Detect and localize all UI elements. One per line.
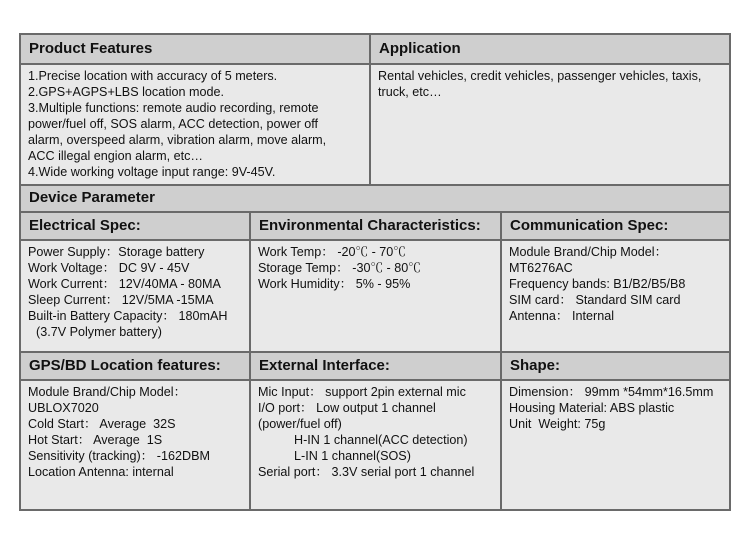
spec-line: Serial port： 3.3V serial port 1 channel [258,465,475,479]
electrical-spec-body [21,241,249,351]
spec-line: Hot Start： Average 1S [28,433,163,447]
spec-line: Sensitivity (tracking)： -162DBM [28,449,210,463]
feature-line: power/fuel off, SOS alarm, ACC detection, power off [28,117,319,131]
communication-spec-header [502,213,729,239]
spec-line: UBLOX7020 [28,401,99,415]
spec-line: L-IN 1 channel(SOS) [294,449,411,463]
spec-line: Housing Material: ABS plastic [509,401,675,415]
spec-line: Mic Input： support 2pin external mic [258,385,466,399]
feature-line: ACC illegal engion alarm, etc… [28,149,203,163]
feature-line: alarm, overspeed alarm, vibration alarm, move alarm, [28,133,327,147]
spec-table [19,33,731,511]
product-features-header [21,35,369,63]
spec-line: Module Brand/Chip Model： [509,245,668,259]
shape-header [502,353,729,379]
feature-line: 1.Precise location with accuracy of 5 meters. [28,69,278,83]
application-line: truck, etc… [378,85,442,99]
spec-line: Work Humidity： 5% - 95% [258,277,411,291]
external-interface-title: External Interface: [259,357,390,374]
spec-line: Cold Start： Average 32S [28,417,176,431]
spec-line: Storage Temp： -30℃ - 80℃ [258,261,421,275]
product-features-body [21,65,369,184]
divider [21,351,729,353]
application-line: Rental vehicles, credit vehicles, passenger vehicles, taxis, [378,69,702,83]
shape-title: Shape: [510,357,561,374]
divider [21,63,729,65]
spec-line: Sleep Current： 12V/5MA -15MA [28,293,214,307]
spec-line: Antenna： Internal [509,309,615,323]
feature-line: 2.GPS+AGPS+LBS location mode. [28,85,225,99]
environmental-header [251,213,500,239]
divider [21,211,729,213]
device-parameter-title: Device Parameter [29,189,155,206]
divider [21,184,729,186]
divider [21,239,729,241]
external-interface-header [251,353,500,379]
spec-line: Dimension： 99mm *54mm*16.5mm [509,385,714,399]
spec-line: Location Antenna: internal [28,465,174,479]
electrical-spec-header [21,213,249,239]
shape-body [502,381,729,509]
environmental-title: Environmental Characteristics: [259,217,481,234]
environmental-body [251,241,500,351]
device-parameter-header [21,186,729,211]
application-body [371,65,729,184]
spec-line: Work Current： 12V/40MA - 80MA [28,277,221,291]
feature-line: 3.Multiple functions: remote audio recording, remote [28,101,319,115]
gps-bd-header [21,353,249,379]
communication-spec-title: Communication Spec: [510,217,669,234]
electrical-spec-title: Electrical Spec: [29,217,141,234]
gps-bd-title: GPS/BD Location features: [29,357,221,374]
communication-spec-body [502,241,729,351]
spec-line: Built-in Battery Capacity： 180mAH [28,309,228,323]
feature-line: 4.Wide working voltage input range: 9V-45V. [28,165,276,179]
divider [249,211,251,509]
external-interface-body [251,381,500,509]
spec-line: SIM card： Standard SIM card [509,293,681,307]
product-features-title: Product Features [29,40,153,57]
spec-line: Power Supply：Storage battery [28,245,205,259]
spec-line: (3.7V Polymer battery) [36,325,162,339]
spec-line: H-IN 1 channel(ACC detection) [294,433,468,447]
application-title: Application [379,40,461,57]
divider [500,211,502,509]
spec-line: Frequency bands: B1/B2/B5/B8 [509,277,686,291]
spec-line: Work Temp： -20℃ - 70℃ [258,245,406,259]
gps-bd-body [21,381,249,509]
spec-line: Work Voltage： DC 9V - 45V [28,261,190,275]
application-header [371,35,729,63]
spec-line: Module Brand/Chip Model： [28,385,187,399]
divider [369,35,371,184]
spec-line: (power/fuel off) [258,417,342,431]
spec-line: I/O port： Low output 1 channel [258,401,436,415]
spec-line: MT6276AC [509,261,573,275]
spec-line: Unit Weight: 75g [509,417,606,431]
divider [21,379,729,381]
